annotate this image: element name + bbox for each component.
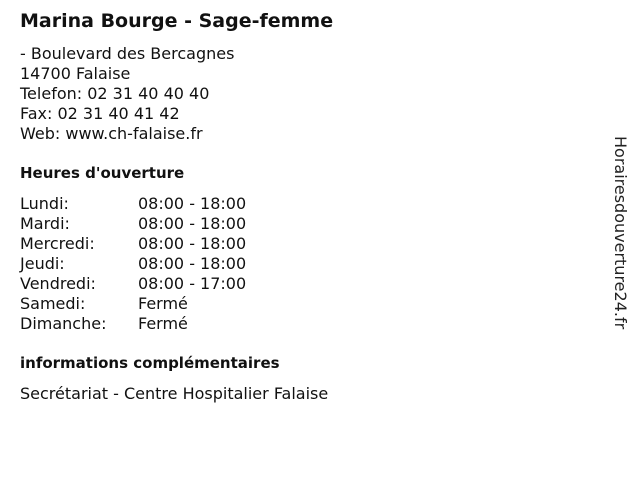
city-postal-code: 14700 Falaise — [20, 64, 131, 83]
day-label: Samedi: — [20, 294, 86, 313]
hours-value: 08:00 - 18:00 — [138, 194, 247, 213]
website: Web: www.ch-falaise.fr — [20, 124, 203, 143]
hours-value: 08:00 - 18:00 — [138, 234, 247, 253]
hours-value: 08:00 - 18:00 — [138, 254, 247, 273]
day-label: Vendredi: — [20, 274, 96, 293]
opening-hours-heading: Heures d'ouverture — [20, 164, 185, 182]
day-label: Dimanche: — [20, 314, 107, 333]
hours-value: Fermé — [138, 314, 188, 333]
hours-value: 08:00 - 17:00 — [138, 274, 247, 293]
day-label: Jeudi: — [20, 254, 65, 273]
hours-value: Fermé — [138, 294, 188, 313]
site-watermark: Horairesdouverture24.fr — [611, 136, 630, 330]
additional-info-text: Secrétariat - Centre Hospitalier Falaise — [20, 384, 329, 403]
day-label: Lundi: — [20, 194, 69, 213]
phone-number: Telefon: 02 31 40 40 40 — [20, 84, 210, 103]
additional-info-heading: informations complémentaires — [20, 354, 280, 372]
day-label: Mardi: — [20, 214, 70, 233]
street-address: - Boulevard des Bercagnes — [20, 44, 235, 63]
fax-number: Fax: 02 31 40 41 42 — [20, 104, 180, 123]
address-block — [20, 44, 234, 144]
hours-value: 08:00 - 18:00 — [138, 214, 247, 233]
day-label: Mercredi: — [20, 234, 95, 253]
page-title: Marina Bourge - Sage-femme — [20, 10, 334, 32]
